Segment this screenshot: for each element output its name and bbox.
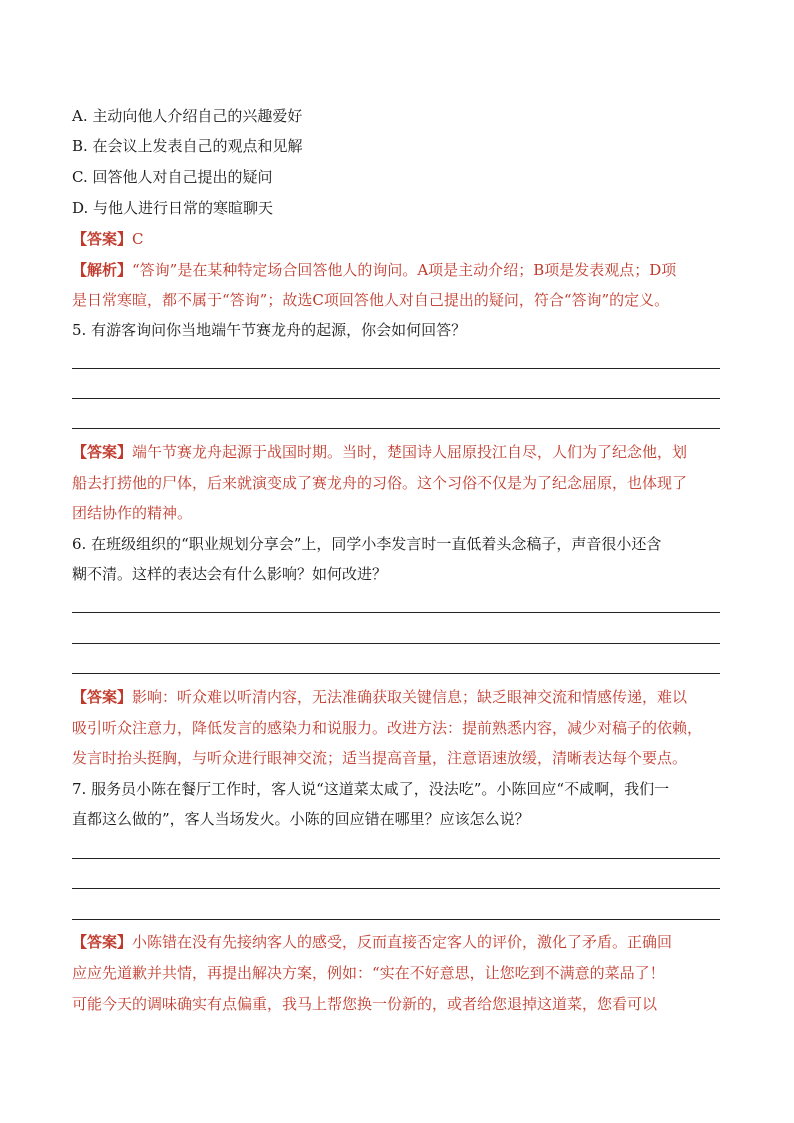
q6-question-line-1: 6. 在班级组织的“职业规划分享会”上，同学小李发言时一直低着头念稿子，声音很小还含	[72, 535, 662, 553]
q7-answer-line-3: 可能今天的调味确实有点偏重，我马上帮您换一份新的，或者给您退掉这道菜，您看可以	[72, 995, 658, 1013]
q4-analysis-line-1	[72, 260, 676, 280]
q6-answer-line-1	[72, 687, 687, 707]
answer-tag: 【答案】	[72, 933, 133, 951]
q7-answer-line-2: 应应先道歉并共情，再提出解决方案，例如：“实在不好意思，让您吃到不满意的菜品了！	[72, 964, 665, 982]
q7-question-line-1: 7. 服务员小陈在餐厅工作时，客人说“这道菜太咸了，没法吃”。小陈回应“不咸啊，我们一	[72, 780, 670, 798]
answer-blank-line	[72, 612, 720, 613]
answer-blank-line	[72, 888, 720, 889]
analysis-text: “答询”是在某种特定场合回答他人的询问。A项是主动介绍；B项是发表观点；D项	[132, 261, 677, 279]
answer-blank-line	[72, 643, 720, 644]
option-b: B. 在会议上发表自己的观点和见解	[72, 137, 303, 155]
option-c: C. 回答他人对自己提出的疑问	[72, 168, 273, 186]
answer-value: C	[132, 230, 144, 248]
answer-text: 影响：听众难以听清内容，无法准确获取关键信息；缺乏眼神交流和情感传递，难以	[132, 688, 688, 706]
q5-answer-line-3: 团结协作的精神。	[72, 504, 193, 522]
q4-answer	[72, 229, 144, 249]
option-a: A. 主动向他人介绍自己的兴趣爱好	[72, 107, 303, 125]
answer-text: 端午节赛龙舟起源于战国时期。当时，楚国诗人屈原投江自尽，人们为了纪念他，划	[132, 443, 688, 461]
analysis-tag: 【解析】	[72, 261, 133, 279]
q4-analysis-line-2: 是日常寒暄，都不属于“答询”；故选C项回答他人对自己提出的疑问，符合“答询”的定义。	[72, 291, 670, 309]
q5-answer-line-1	[72, 442, 687, 462]
answer-blank-line	[72, 673, 720, 674]
q7-answer-line-1	[72, 932, 672, 952]
answer-blank-line	[72, 428, 720, 429]
q5-question: 5. 有游客询问你当地端午节赛龙舟的起源，你会如何回答？	[72, 321, 467, 339]
answer-tag: 【答案】	[72, 230, 133, 248]
q6-answer-line-2: 吸引听众注意力，降低发言的感染力和说服力。改进方法：提前熟悉内容，减少对稿子的依赖，	[72, 719, 703, 737]
answer-tag: 【答案】	[72, 688, 133, 706]
option-d: D. 与他人进行日常的寒暄聊天	[72, 199, 274, 217]
answer-blank-line	[72, 398, 720, 399]
answer-text: 小陈错在没有先接纳客人的感受，反而直接否定客人的评价，激化了矛盾。正确回	[132, 933, 673, 951]
q7-question-line-2: 直都这么做的”，客人当场发火。小陈的回应错在哪里？应该怎么说？	[72, 810, 530, 828]
answer-blank-line	[72, 919, 720, 920]
answer-blank-line	[72, 368, 720, 369]
q6-question-line-2: 糊不清。这样的表达会有什么影响？如何改进？	[72, 565, 388, 583]
q6-answer-line-3: 发言时抬头挺胸，与听众进行眼神交流；适当提高音量，注意语速放缓，清晰表达每个要点。	[72, 749, 688, 767]
answer-tag: 【答案】	[72, 443, 133, 461]
q5-answer-line-2: 船去打捞他的尸体，后来就演变成了赛龙舟的习俗。这个习俗不仅是为了纪念屈原，也体现了	[72, 474, 688, 492]
answer-blank-line	[72, 858, 720, 859]
